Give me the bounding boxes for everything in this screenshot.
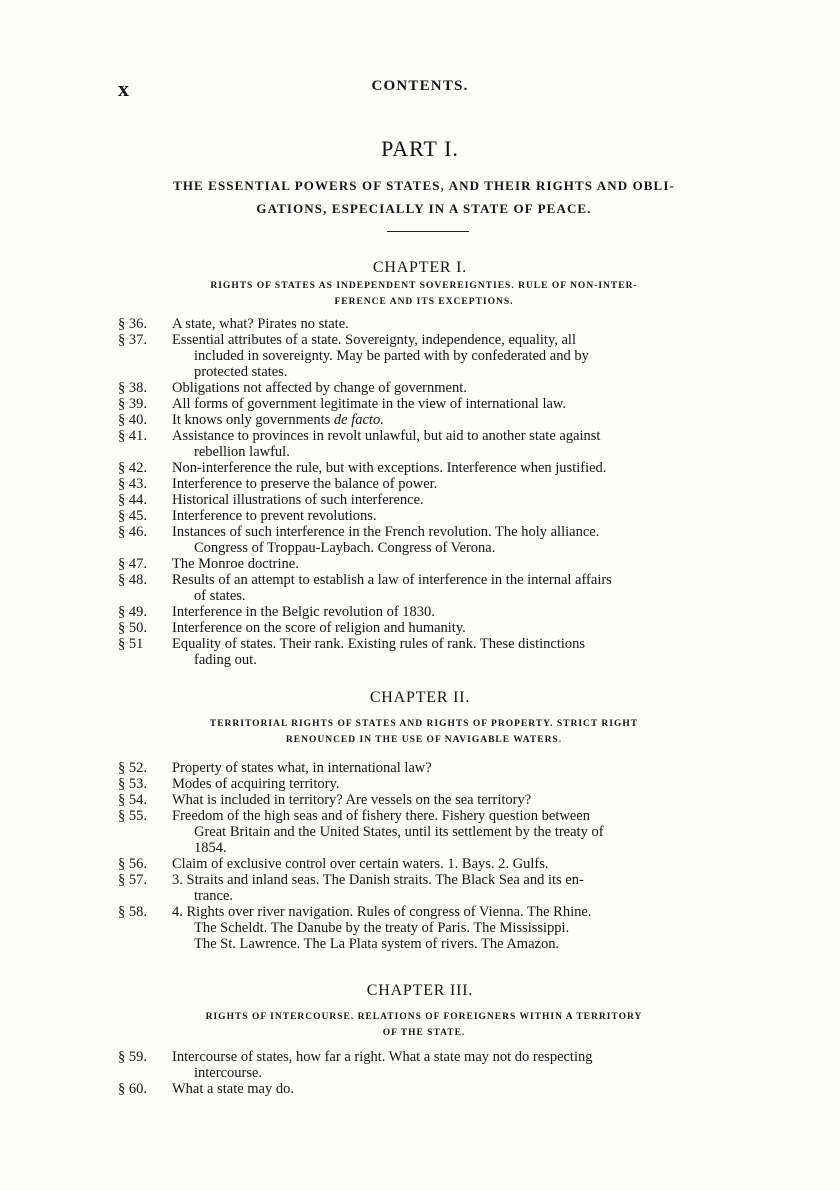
divider-rule bbox=[387, 231, 469, 232]
toc-entry bbox=[118, 1049, 718, 1081]
chapter-title: CHAPTER II. bbox=[369, 689, 471, 706]
entry-line bbox=[172, 792, 718, 808]
section-number: § 45. bbox=[118, 508, 147, 524]
toc-entry bbox=[118, 316, 718, 332]
entry-line bbox=[172, 840, 718, 856]
entry-line bbox=[172, 1065, 718, 1081]
section-number: § 55. bbox=[118, 808, 147, 824]
page-header bbox=[118, 76, 722, 100]
chapter-subtitle-line: TERRITORIAL RIGHTS OF STATES AND RIGHTS OF PROPERTY. STRICT RIGHT bbox=[209, 719, 639, 729]
toc-entry bbox=[118, 792, 718, 808]
entry-text: Non-interference the rule, but with exceptions. Interference when justified. bbox=[172, 460, 607, 476]
entry-line bbox=[172, 572, 718, 588]
chapter-title: CHAPTER I. bbox=[372, 259, 468, 276]
section-number: § 46. bbox=[118, 524, 147, 540]
part-subtitle-line: THE ESSENTIAL POWERS OF STATES, AND THEIR RIGHTS AND OBLI- bbox=[173, 178, 675, 193]
entry-text: intercourse. bbox=[194, 1065, 263, 1081]
section-number: § 36. bbox=[118, 316, 147, 332]
entry-text: The Monroe doctrine. bbox=[172, 556, 299, 572]
chapter-subtitle-line: FERENCE AND ITS EXCEPTIONS. bbox=[334, 297, 514, 307]
section-number: § 47. bbox=[118, 556, 147, 572]
toc-entry bbox=[118, 856, 718, 872]
entry-text: fading out. bbox=[194, 652, 257, 668]
chapter-title: CHAPTER III. bbox=[366, 982, 474, 999]
section-number: § 44. bbox=[118, 492, 147, 508]
entry-text: 1854. bbox=[194, 840, 227, 856]
entry-line bbox=[172, 856, 718, 872]
toc-entry bbox=[118, 492, 718, 508]
entry-text: Claim of exclusive control over certain waters. 1. Bays. 2. Gulfs. bbox=[172, 856, 549, 872]
section-number: § 54. bbox=[118, 792, 147, 808]
toc-entry bbox=[118, 396, 718, 412]
toc-entry bbox=[118, 604, 718, 620]
chapter-subtitle-line: OF THE STATE. bbox=[382, 1028, 466, 1038]
entry-text: Great Britain and the United States, until its settlement by the treaty of bbox=[194, 824, 604, 840]
entry-line bbox=[172, 776, 718, 792]
toc-entry bbox=[118, 808, 718, 856]
entry-line bbox=[172, 428, 718, 444]
toc-entry bbox=[118, 412, 718, 428]
section-number: § 50. bbox=[118, 620, 147, 636]
entry-line bbox=[172, 872, 718, 888]
entry-text: protected states. bbox=[194, 364, 288, 380]
entry-text: Instances of such interference in the French revolution. The holy alliance. bbox=[172, 524, 600, 540]
chapter-subtitle bbox=[122, 1009, 726, 1041]
entry-line bbox=[172, 476, 718, 492]
section-number: § 42. bbox=[118, 460, 147, 476]
section-number: § 58. bbox=[118, 904, 147, 920]
entry-line bbox=[172, 824, 718, 840]
entry-line bbox=[172, 760, 718, 776]
entry-text: of states. bbox=[194, 588, 246, 604]
running-title: CONTENTS. bbox=[371, 78, 469, 94]
entry-text: included in sovereignty. May be parted with by confederated and by bbox=[194, 348, 589, 364]
entry-line bbox=[172, 936, 718, 952]
page-number: x bbox=[118, 76, 129, 101]
entry-text: The St. Lawrence. The La Plata system of rivers. The Amazon. bbox=[194, 936, 560, 952]
entry-text: Property of states what, in international law? bbox=[172, 760, 432, 776]
entry-text: 4. Rights over river navigation. Rules of congress of Vienna. The Rhine. bbox=[172, 904, 592, 920]
entry-line bbox=[172, 540, 718, 556]
section-number: § 38. bbox=[118, 380, 147, 396]
entry-line bbox=[172, 652, 718, 668]
part-subtitle-line: GATIONS, ESPECIALLY IN A STATE OF PEACE. bbox=[256, 201, 592, 216]
entry-text: A state, what? Pirates no state. bbox=[172, 316, 349, 332]
chapter-subtitle bbox=[122, 278, 726, 310]
toc-entry bbox=[118, 760, 718, 776]
entry-text: It knows only governments bbox=[172, 412, 331, 428]
section-number: § 43. bbox=[118, 476, 147, 492]
chapter-subtitle-line: RIGHTS OF STATES AS INDEPENDENT SOVEREIGNTIES. RULE OF NON-INTER- bbox=[210, 281, 638, 291]
italic-term: de facto. bbox=[333, 412, 384, 428]
entry-text: Interference on the score of religion and humanity. bbox=[172, 620, 466, 636]
toc-entry bbox=[118, 904, 718, 952]
toc-entry bbox=[118, 460, 718, 476]
section-number: § 51 bbox=[118, 636, 144, 652]
entry-line bbox=[172, 888, 718, 904]
toc-entry bbox=[118, 524, 718, 556]
section-number: § 39. bbox=[118, 396, 147, 412]
entry-line bbox=[172, 920, 718, 936]
entry-text: Equality of states. Their rank. Existing rules of rank. These distinctions bbox=[172, 636, 586, 652]
entry-line bbox=[172, 508, 718, 524]
entry-line bbox=[172, 492, 718, 508]
toc-entry bbox=[118, 476, 718, 492]
section-number: § 40. bbox=[118, 412, 147, 428]
entry-text: Congress of Troppau-Laybach. Congress of Verona. bbox=[194, 540, 496, 556]
toc-entry bbox=[118, 556, 718, 572]
entry-text: Essential attributes of a state. Sovereignty, independence, equality, all bbox=[172, 332, 576, 348]
entry-line bbox=[172, 380, 718, 396]
toc-entry bbox=[118, 332, 718, 380]
entry-line bbox=[172, 316, 718, 332]
entry-text: Obligations not affected by change of government. bbox=[172, 380, 467, 396]
entry-line bbox=[172, 524, 718, 540]
entry-text: All forms of government legitimate in the view of international law. bbox=[172, 396, 567, 412]
chapter-subtitle-line: RENOUNCED IN THE USE OF NAVIGABLE WATERS. bbox=[285, 735, 563, 745]
section-number: § 57. bbox=[118, 872, 147, 888]
entry-line bbox=[172, 556, 718, 572]
entry-text: What a state may do. bbox=[172, 1081, 294, 1097]
entry-text: The Scheldt. The Danube by the treaty of Paris. The Mississippi. bbox=[194, 920, 570, 936]
entry-line bbox=[172, 588, 718, 604]
section-number: § 60. bbox=[118, 1081, 147, 1097]
toc-entry bbox=[118, 872, 718, 904]
entry-line bbox=[172, 620, 718, 636]
entry-line bbox=[172, 636, 718, 652]
entry-line bbox=[172, 412, 718, 428]
section-number: § 41. bbox=[118, 428, 147, 444]
entry-line bbox=[172, 348, 718, 364]
entry-line bbox=[172, 808, 718, 824]
entry-line bbox=[172, 1081, 718, 1097]
chapter-subtitle-line: RIGHTS OF INTERCOURSE. RELATIONS OF FOREIGNERS WITHIN A TERRITORY bbox=[205, 1012, 643, 1022]
entry-text: Assistance to provinces in revolt unlawful, but aid to another state against bbox=[172, 428, 601, 444]
section-number: § 52. bbox=[118, 760, 147, 776]
entry-text: trance. bbox=[194, 888, 234, 904]
toc-entry bbox=[118, 428, 718, 460]
entry-line bbox=[172, 444, 718, 460]
entry-text: 3. Straits and inland seas. The Danish straits. The Black Sea and its en- bbox=[172, 872, 584, 888]
toc-entry bbox=[118, 380, 718, 396]
entry-text: What is included in territory? Are vessels on the sea territory? bbox=[172, 792, 532, 808]
toc-entry bbox=[118, 636, 718, 668]
chapter-subtitle bbox=[122, 716, 726, 748]
entry-line bbox=[172, 396, 718, 412]
entry-text: Historical illustrations of such interference. bbox=[172, 492, 424, 508]
toc-entry bbox=[118, 1081, 718, 1097]
part-title: PART I. bbox=[381, 136, 459, 161]
section-number: § 37. bbox=[118, 332, 147, 348]
entry-text: Interference to preserve the balance of power. bbox=[172, 476, 438, 492]
entry-line bbox=[172, 1049, 718, 1065]
entry-text: Modes of acquiring territory. bbox=[172, 776, 340, 792]
entry-text: rebellion lawful. bbox=[194, 444, 290, 460]
section-number: § 48. bbox=[118, 572, 147, 588]
toc-entry bbox=[118, 572, 718, 604]
entry-line bbox=[172, 904, 718, 920]
entry-text: Freedom of the high seas and of fishery there. Fishery question between bbox=[172, 808, 590, 824]
entry-text: Interference in the Belgic revolution of 1830. bbox=[172, 604, 435, 620]
entry-text: Intercourse of states, how far a right. What a state may not do respecting bbox=[172, 1049, 593, 1065]
part-subtitle bbox=[122, 174, 726, 220]
entry-line bbox=[172, 364, 718, 380]
entry-text: Results of an attempt to establish a law of interference in the internal affairs bbox=[172, 572, 612, 588]
entry-line bbox=[172, 332, 718, 348]
toc-entry bbox=[118, 508, 718, 524]
section-number: § 56. bbox=[118, 856, 147, 872]
toc-entry bbox=[118, 620, 718, 636]
entry-line bbox=[172, 460, 718, 476]
toc-entry bbox=[118, 776, 718, 792]
section-number: § 59. bbox=[118, 1049, 147, 1065]
entry-text: Interference to prevent revolutions. bbox=[172, 508, 377, 524]
section-number: § 49. bbox=[118, 604, 147, 620]
entry-line bbox=[172, 604, 718, 620]
section-number: § 53. bbox=[118, 776, 147, 792]
